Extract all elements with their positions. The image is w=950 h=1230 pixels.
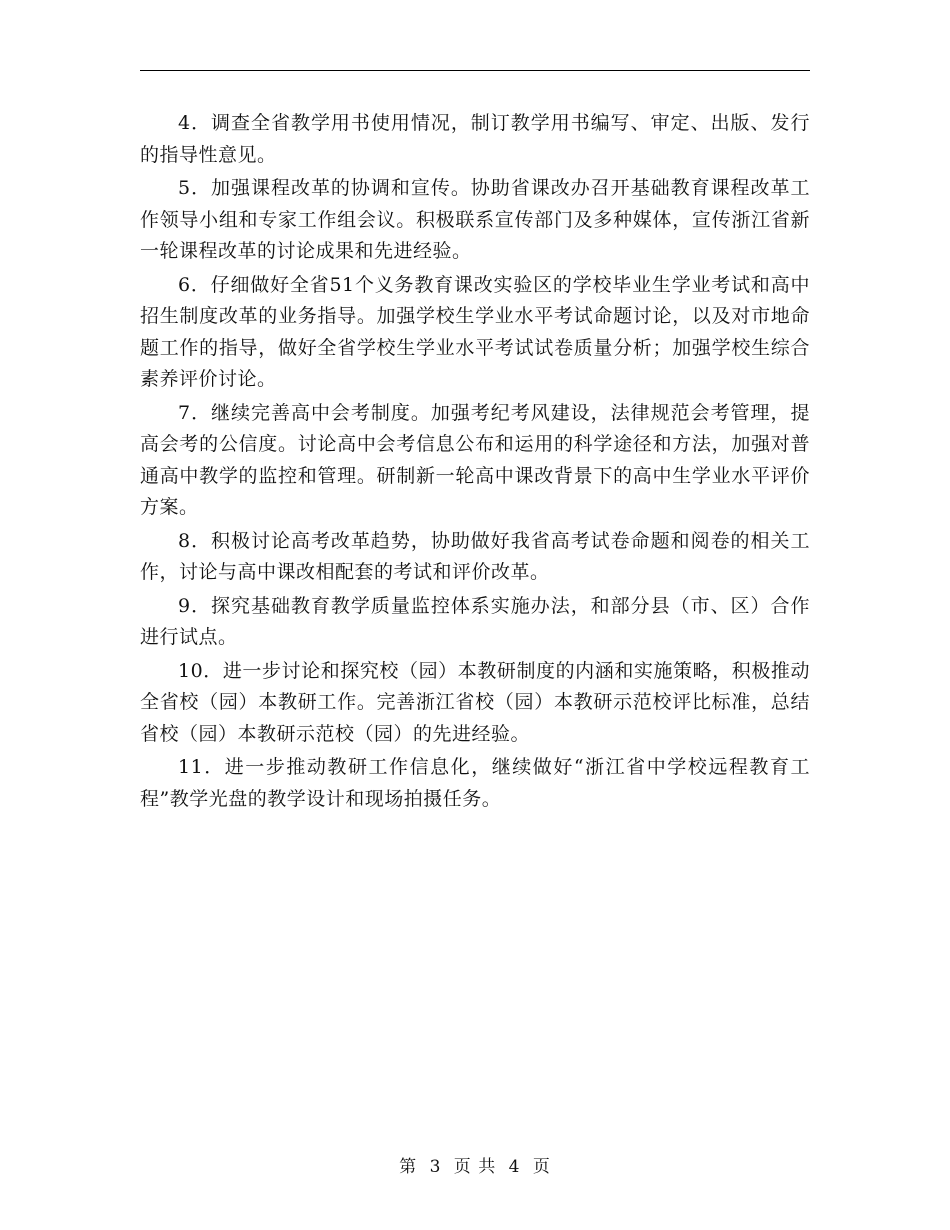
- paragraph-item-4: 4．调查全省教学用书使用情况，制订教学用书编写、审定、出版、发行的指导性意见。: [140, 112, 810, 166]
- paragraph-item-6: 6．仔细做好全省51个义务教育课改实验区的学校毕业生学业考试和高中招生制度改革的业务指导。加强学校生学业水平考试命题讨论，以及对市地命题工作的指导，做好全省学校生学业水平考试试卷质量分析；加强学校生综合素养评价讨论。: [140, 273, 810, 390]
- footer-mid: 页 共: [453, 1157, 497, 1177]
- footer-prefix: 第: [399, 1157, 418, 1177]
- paragraph-item-10: 10．进一步讨论和探究校（园）本教研制度的内涵和实施策略，积极推动全省校（园）本教研工作。完善浙江省校（园）本教研示范校评比标准，总结省校（园）本教研示范校（园）的先进经验。: [140, 659, 810, 745]
- document-body: [140, 108, 810, 817]
- footer-suffix: 页: [532, 1157, 551, 1177]
- footer-total-pages: 4: [508, 1157, 521, 1177]
- paragraph-item-9: 9．探究基础教育教学质量监控体系实施办法，和部分县（市、区）合作进行试点。: [140, 594, 810, 648]
- paragraph-item-5: 5．加强课程改革的协调和宣传。协助省课改办召开基础教育课程改革工作领导小组和专家工作组会议。积极联系宣传部门及多种媒体，宣传浙江省新一轮课程改革的讨论成果和先进经验。: [140, 177, 810, 262]
- page-footer: [0, 1152, 950, 1177]
- paragraph-item-8: 8．积极讨论高考改革趋势，协助做好我省高考试卷命题和阅卷的相关工作，讨论与高中课改相配套的考试和评价改革。: [140, 529, 810, 583]
- paragraph-item-7: 7．继续完善高中会考制度。加强考纪考风建设，法律规范会考管理，提高会考的公信度。讨论高中会考信息公布和运用的科学途径和方法，加强对普通高中教学的监控和管理。研制新一轮高中课改背景下的高中生学业水平评价方案。: [140, 401, 810, 518]
- header-rule: [140, 70, 810, 71]
- footer-current-page: 3: [429, 1157, 442, 1177]
- paragraph-item-11: 11．进一步推动教研工作信息化，继续做好“浙江省中学校远程教育工程”教学光盘的教学设计和现场拍摄任务。: [140, 756, 810, 810]
